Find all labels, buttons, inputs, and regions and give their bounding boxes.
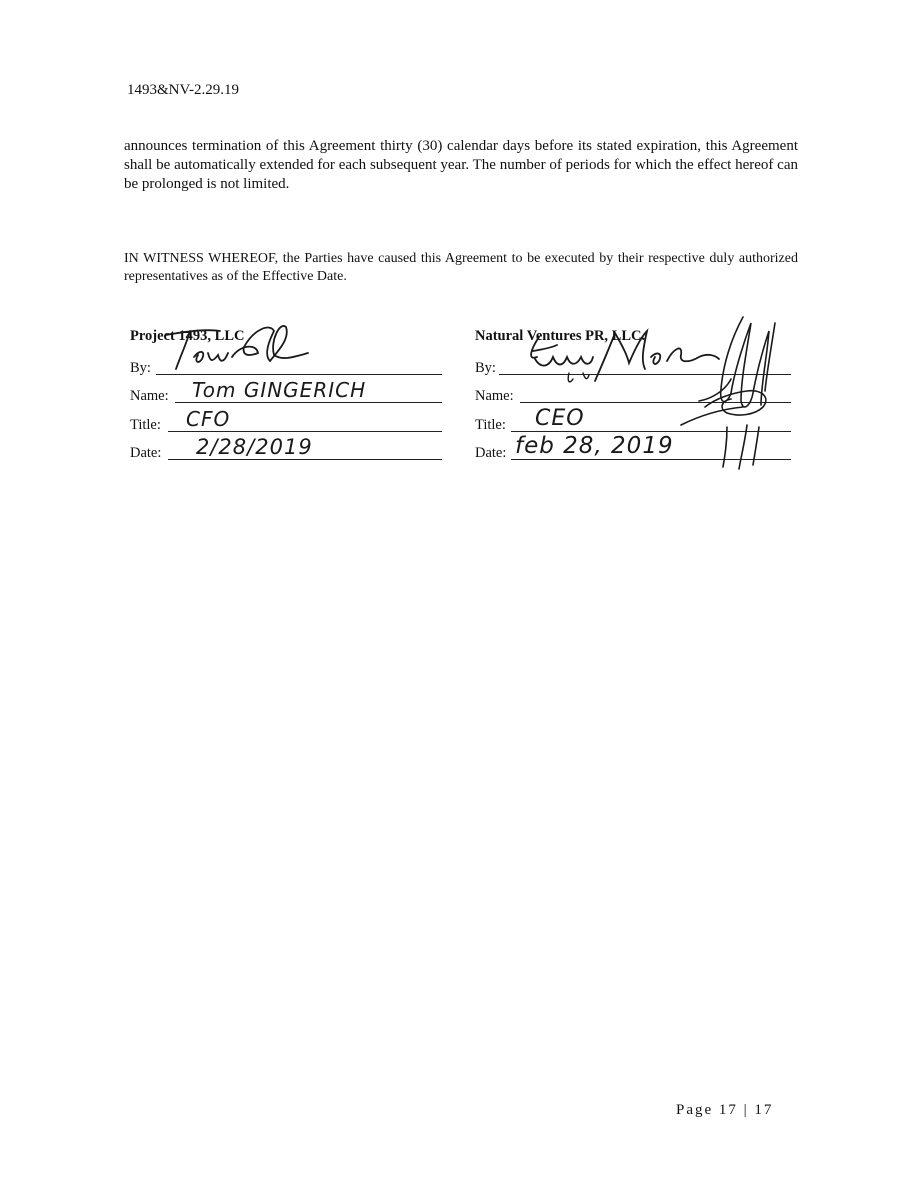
by-row [475, 350, 791, 379]
name-line [520, 402, 791, 403]
title-label: Title: [475, 416, 506, 433]
date-row [475, 433, 791, 465]
title-row [475, 407, 791, 436]
date-row [130, 436, 442, 465]
page-number: Page 17 | 17 [676, 1102, 774, 1118]
paragraph-witness: IN WITNESS WHEREOF, the Parties have caused this Agreement to be executed by their respective duly authorized representatives as of the Effective Date. [124, 251, 798, 284]
date-value: 2/28/2019 [196, 435, 313, 459]
company-name: Natural Ventures PR, LLC. [475, 328, 646, 344]
name-value: Tom GINGERICH [192, 378, 367, 402]
title-line [511, 431, 791, 432]
signature-block-project-1493 [130, 328, 442, 464]
by-label: By: [475, 359, 496, 376]
company-name: Project 1493, LLC [130, 328, 245, 344]
title-line [168, 431, 442, 432]
by-row [130, 350, 442, 379]
handwritten-signature [158, 317, 318, 377]
name-label: Name: [130, 388, 169, 404]
name-line [175, 402, 442, 403]
date-value: feb 28, 2019 [515, 433, 674, 459]
date-label: Date: [475, 445, 507, 461]
paragraph-termination: announces termination of this Agreement thirty (30) calendar days before its stated expiration, this Agreement shall be automatically extended for each subsequent year. The number of periods for which the effect hereof can be prolonged is not limited. [124, 138, 798, 192]
title-value: CFO [186, 406, 231, 431]
signature-block-natural-ventures [475, 328, 791, 464]
name-row [130, 379, 442, 408]
by-label: By: [130, 359, 151, 376]
date-line [168, 459, 442, 460]
title-label: Title: [130, 416, 161, 433]
title-row [130, 407, 442, 436]
name-row [475, 379, 791, 408]
date-label: Date: [130, 445, 162, 461]
document-id: 1493&NV-2.29.19 [127, 82, 239, 98]
title-value: CEO [535, 405, 585, 431]
date-line [511, 459, 791, 460]
name-label: Name: [475, 388, 514, 404]
